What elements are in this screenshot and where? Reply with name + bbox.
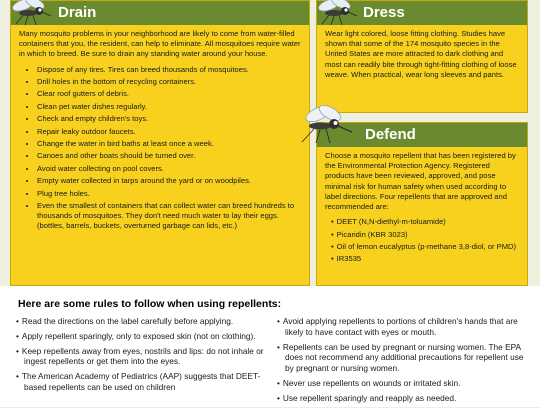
list-item: • Drill holes in the bottom of recycling containers.	[37, 77, 301, 87]
list-item: • Keep repellents away from eyes, nostrils and lips: do not inhale or ingest repellents or get them into the eyes.	[16, 346, 268, 368]
list-item: • Canoes and other boats should be turned over.	[37, 151, 301, 161]
list-item: • Oil of lemon eucalyptus (p-methane 3,8-diol, or PMD)	[331, 242, 519, 252]
list-item: • Check and empty children's toys.	[37, 114, 301, 124]
list-item: • Even the smallest of containers that can collect water can breed hundreds to thousands of mosquitoes. They don't need much water to lay their eggs. (bottles, barrels, buckets, overturned garbage can lids, etc.)	[37, 201, 301, 232]
rules-list-left	[16, 316, 268, 393]
defend-title: Defend	[365, 126, 416, 143]
drain-list	[19, 65, 301, 232]
list-item: • Plug tree holes.	[37, 189, 301, 199]
list-item: • The American Academy of Pediatrics (AAP) suggests that DEET-based repellents can be used on children	[16, 371, 268, 393]
list-item: • Use repellent sparingly and reapply as needed.	[277, 393, 529, 404]
list-item: • Change the water in bird baths at least once a week.	[37, 139, 301, 149]
list-item: • Apply repellent sparingly, only to exposed skin (not on clothing).	[16, 331, 268, 342]
list-item: • Never use repellents on wounds or irritated skin.	[277, 378, 529, 389]
repellent-rules-section	[0, 286, 540, 407]
defend-panel	[316, 122, 528, 286]
list-item: • Repellents can be used by pregnant or nursing women. The EPA does not recommend any additional precautions for repellent use by pregnant or nursing women.	[277, 342, 529, 374]
defend-list	[325, 217, 519, 264]
defend-text: Choose a mosquito repellent that has been registered by the Environmental Protection Agency. Registered products have been reviewed, approved, and pose minimal risk for human safety when used according to label directions. Four repellents that are approved and recommended are:	[325, 151, 516, 212]
mosquito-icon	[8, 0, 54, 26]
list-item: • Dispose of any tires. Tires can breed thousands of mosquitoes.	[37, 65, 301, 75]
list-item: • Repair leaky outdoor faucets.	[37, 127, 301, 137]
rules-column-left	[16, 316, 268, 397]
rules-list-right	[277, 316, 529, 404]
mosquito-icon	[296, 104, 356, 144]
drain-body	[19, 29, 301, 234]
drain-header	[11, 1, 309, 25]
drain-title: Drain	[58, 4, 97, 21]
drain-intro: Many mosquito problems in your neighborhood are likely to come from water-filled containers that you, the resident, can help to eliminate. All mosquitoes require water in which to breed. Be sure to drain any standing water around your house.	[19, 29, 301, 59]
list-item: • DEET (N,N-diethyl-m-toluamide)	[331, 217, 519, 227]
list-item: • Avoid applying repellents to portions of children's hands that are likely to have contact with eyes or mouth.	[277, 316, 529, 338]
list-item: • Avoid water collecting on pool covers.	[37, 164, 301, 174]
defend-body	[325, 151, 519, 267]
mosquito-icon	[314, 0, 360, 26]
dress-body	[325, 29, 519, 85]
list-item: • Picaridin (KBR 3023)	[331, 230, 519, 240]
drain-panel	[10, 0, 310, 286]
dress-text: Wear light colored, loose fitting clothing. Studies have shown that some of the 174 mosquito species in the United States are more attracted to dark clothing and most can readily bite through tight-fitting clothing of loose weave. When practical, wear long sleeves and pants.	[325, 29, 517, 79]
list-item: • Clear roof gutters of debris.	[37, 89, 301, 99]
rules-title: Here are some rules to follow when using repellents:	[18, 298, 282, 310]
list-item: • Empty water collected in tarps around the yard or on woodpiles.	[37, 176, 301, 186]
list-item: • Clean pet water dishes regularly.	[37, 102, 301, 112]
dress-title: Dress	[363, 4, 405, 21]
rules-column-right	[277, 316, 529, 408]
list-item: • Read the directions on the label carefully before applying.	[16, 316, 268, 327]
list-item: • IR3535	[331, 254, 519, 264]
